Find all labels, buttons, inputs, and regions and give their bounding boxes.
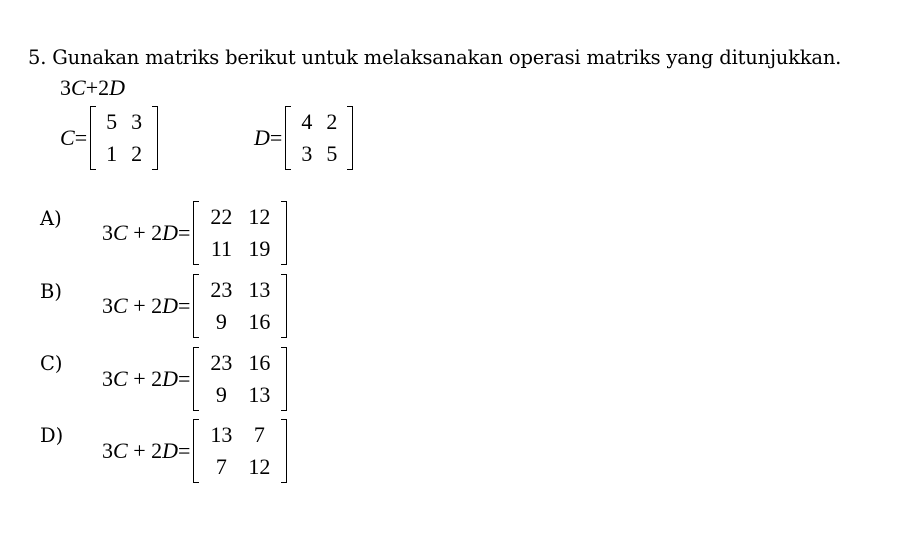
option-d-matrix <box>193 419 287 483</box>
option-d-equation[interactable] <box>102 419 287 483</box>
option-lhs: 3C + 2D= <box>102 366 191 391</box>
option-lhs: 3C + 2D= <box>102 438 191 463</box>
matrix-cell: 3 <box>301 141 313 166</box>
question-number: 5. <box>28 46 47 69</box>
matrix-cell: 2 <box>131 141 143 166</box>
matrix-cell: 7 <box>253 422 265 447</box>
matrix-cell: 2 <box>326 109 338 134</box>
option-a-letter[interactable]: A) <box>40 207 62 230</box>
option-lhs: 3C + 2D= <box>102 220 191 245</box>
expr-d-var: D <box>109 75 125 100</box>
expr-c-coef: 3 <box>60 75 71 100</box>
matrix-c-name: C <box>60 125 75 150</box>
matrix-d-name: D <box>254 125 270 150</box>
option-c-matrix <box>193 347 287 411</box>
matrix-cell: 4 <box>301 109 313 134</box>
matrix-cell: 23 <box>210 350 233 375</box>
matrix-cell: 9 <box>215 309 227 334</box>
question-text <box>28 46 841 69</box>
option-a-matrix <box>193 201 287 265</box>
expr-d-coef: 2 <box>98 75 110 100</box>
option-b-letter[interactable]: B) <box>40 280 62 303</box>
matrix-cell: 16 <box>248 350 271 375</box>
matrix-cell: 12 <box>248 204 271 229</box>
matrix-c <box>90 106 158 170</box>
question-prompt: Gunakan matriks berikut untuk melaksanakan operasi matriks yang ditunjukkan. <box>52 46 842 69</box>
option-c-equation[interactable] <box>102 347 287 411</box>
matrix-d-equals: = <box>269 125 283 150</box>
target-expression <box>60 75 125 101</box>
matrix-cell: 5 <box>106 109 118 134</box>
option-b-matrix <box>193 274 287 338</box>
option-lhs: 3C + 2D= <box>102 293 191 318</box>
matrix-cell: 16 <box>248 309 271 334</box>
matrix-d <box>285 106 353 170</box>
option-b-equation[interactable] <box>102 274 287 338</box>
matrix-cell: 11 <box>210 236 233 261</box>
matrix-cell: 7 <box>215 454 227 479</box>
matrix-cell: 13 <box>210 422 233 447</box>
matrix-d-definition <box>254 106 353 170</box>
matrix-cell: 5 <box>326 141 338 166</box>
option-a-equation[interactable] <box>102 201 287 265</box>
matrix-cell: 13 <box>248 277 271 302</box>
option-c-letter[interactable]: C) <box>40 352 63 375</box>
matrix-c-definition <box>60 106 158 170</box>
expr-plus: + <box>85 75 99 100</box>
matrix-cell: 19 <box>248 236 271 261</box>
matrix-cell: 13 <box>248 382 271 407</box>
matrix-c-equals: = <box>74 125 88 150</box>
matrix-cell: 23 <box>210 277 233 302</box>
matrix-cell: 9 <box>215 382 227 407</box>
matrix-cell: 1 <box>106 141 118 166</box>
matrix-cell: 22 <box>210 204 233 229</box>
matrix-cell: 12 <box>248 454 271 479</box>
matrix-cell: 3 <box>131 109 143 134</box>
option-d-letter[interactable]: D) <box>40 424 64 447</box>
expr-c-var: C <box>71 75 86 100</box>
